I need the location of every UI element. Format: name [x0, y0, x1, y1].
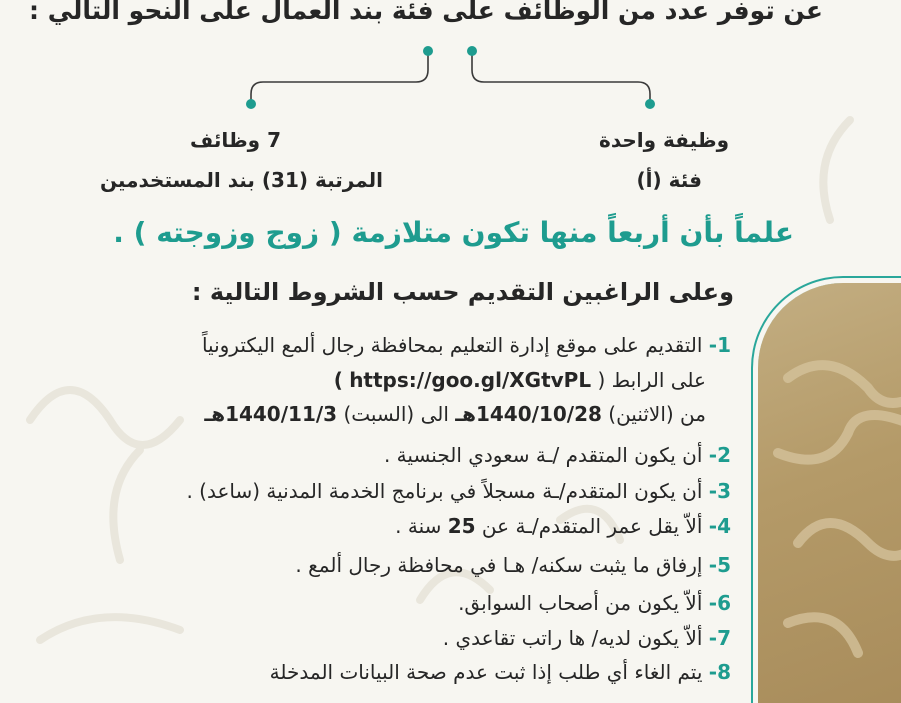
- condition-text: ألاّ يقل عمر المتقدم/ـة عن: [481, 514, 703, 538]
- condition-5: [295, 553, 731, 577]
- condition-number: 2-: [708, 443, 731, 467]
- job-category-left: المرتبة (31) بند المستخدمين: [99, 168, 383, 192]
- condition-2: [384, 443, 731, 467]
- application-link[interactable]: https://goo.gl/XGtvPL: [349, 368, 592, 392]
- condition-4: [395, 514, 731, 538]
- conditions-heading: وعلى الراغبين التقديم حسب الشروط التالية :: [191, 278, 734, 306]
- condition-number: 4-: [708, 514, 731, 538]
- job-count-right: وظيفة واحدة: [599, 128, 729, 152]
- condition-6: [458, 591, 731, 615]
- condition-text: التقديم على موقع إدارة التعليم بمحافظة رجال ألمع اليكترونياً: [201, 333, 703, 357]
- pairs-note: علماً بأن أربعاً منها تكون متلازمة ( زوج وزوجته ) .: [113, 216, 794, 249]
- date-from-day: من (الاثنين): [608, 402, 706, 426]
- condition-text: أن يكون المتقدم /ـة سعودي الجنسية .: [383, 443, 703, 467]
- condition-number: 6-: [708, 591, 731, 615]
- date-from: 1440/10/28هـ: [455, 402, 602, 426]
- job-category-right: فئة (أ): [636, 168, 702, 192]
- minimum-age: 25: [447, 514, 476, 538]
- condition-7: [443, 626, 731, 650]
- condition-text: أن يكون المتقدم/ـة مسجلاً في برنامج الخدمة المدنية (ساعد) .: [186, 479, 703, 503]
- condition-8: [270, 660, 731, 684]
- gold-calligraphy-panel: [758, 283, 901, 703]
- link-suffix: ): [333, 368, 343, 392]
- job-count-left: 7 وظائف: [190, 128, 281, 152]
- intro-text: عن توفر عدد من الوظائف على فئة بند العمال على النحو التالي :: [29, 0, 823, 25]
- condition-text: ألاّ يكون لديه/ ها راتب تقاعدي .: [442, 626, 703, 650]
- condition-1-line-2: [334, 368, 706, 392]
- condition-text: إرفاق ما يثبت سكنه/ هـا في محافظة رجال ألمع .: [295, 553, 703, 577]
- condition-1-line-1: [202, 333, 731, 357]
- condition-number: 7-: [708, 626, 731, 650]
- date-to-day: الى (السبت): [343, 402, 449, 426]
- condition-number: 5-: [708, 553, 731, 577]
- branch-connector-icon: [0, 0, 901, 130]
- condition-number: 8-: [708, 660, 731, 684]
- condition-text-end: سنة .: [395, 514, 442, 538]
- date-to: 1440/11/3هـ: [204, 402, 338, 426]
- condition-text: يتم الغاء أي طلب إذا ثبت عدم صحة البيانات المدخلة: [269, 660, 703, 684]
- condition-3: [186, 479, 731, 503]
- condition-number: 1-: [708, 333, 731, 357]
- condition-1-line-3: [204, 402, 706, 426]
- link-prefix: على الرابط (: [597, 368, 706, 392]
- condition-text: ألاّ يكون من أصحاب السوابق.: [458, 591, 703, 615]
- condition-number: 3-: [708, 479, 731, 503]
